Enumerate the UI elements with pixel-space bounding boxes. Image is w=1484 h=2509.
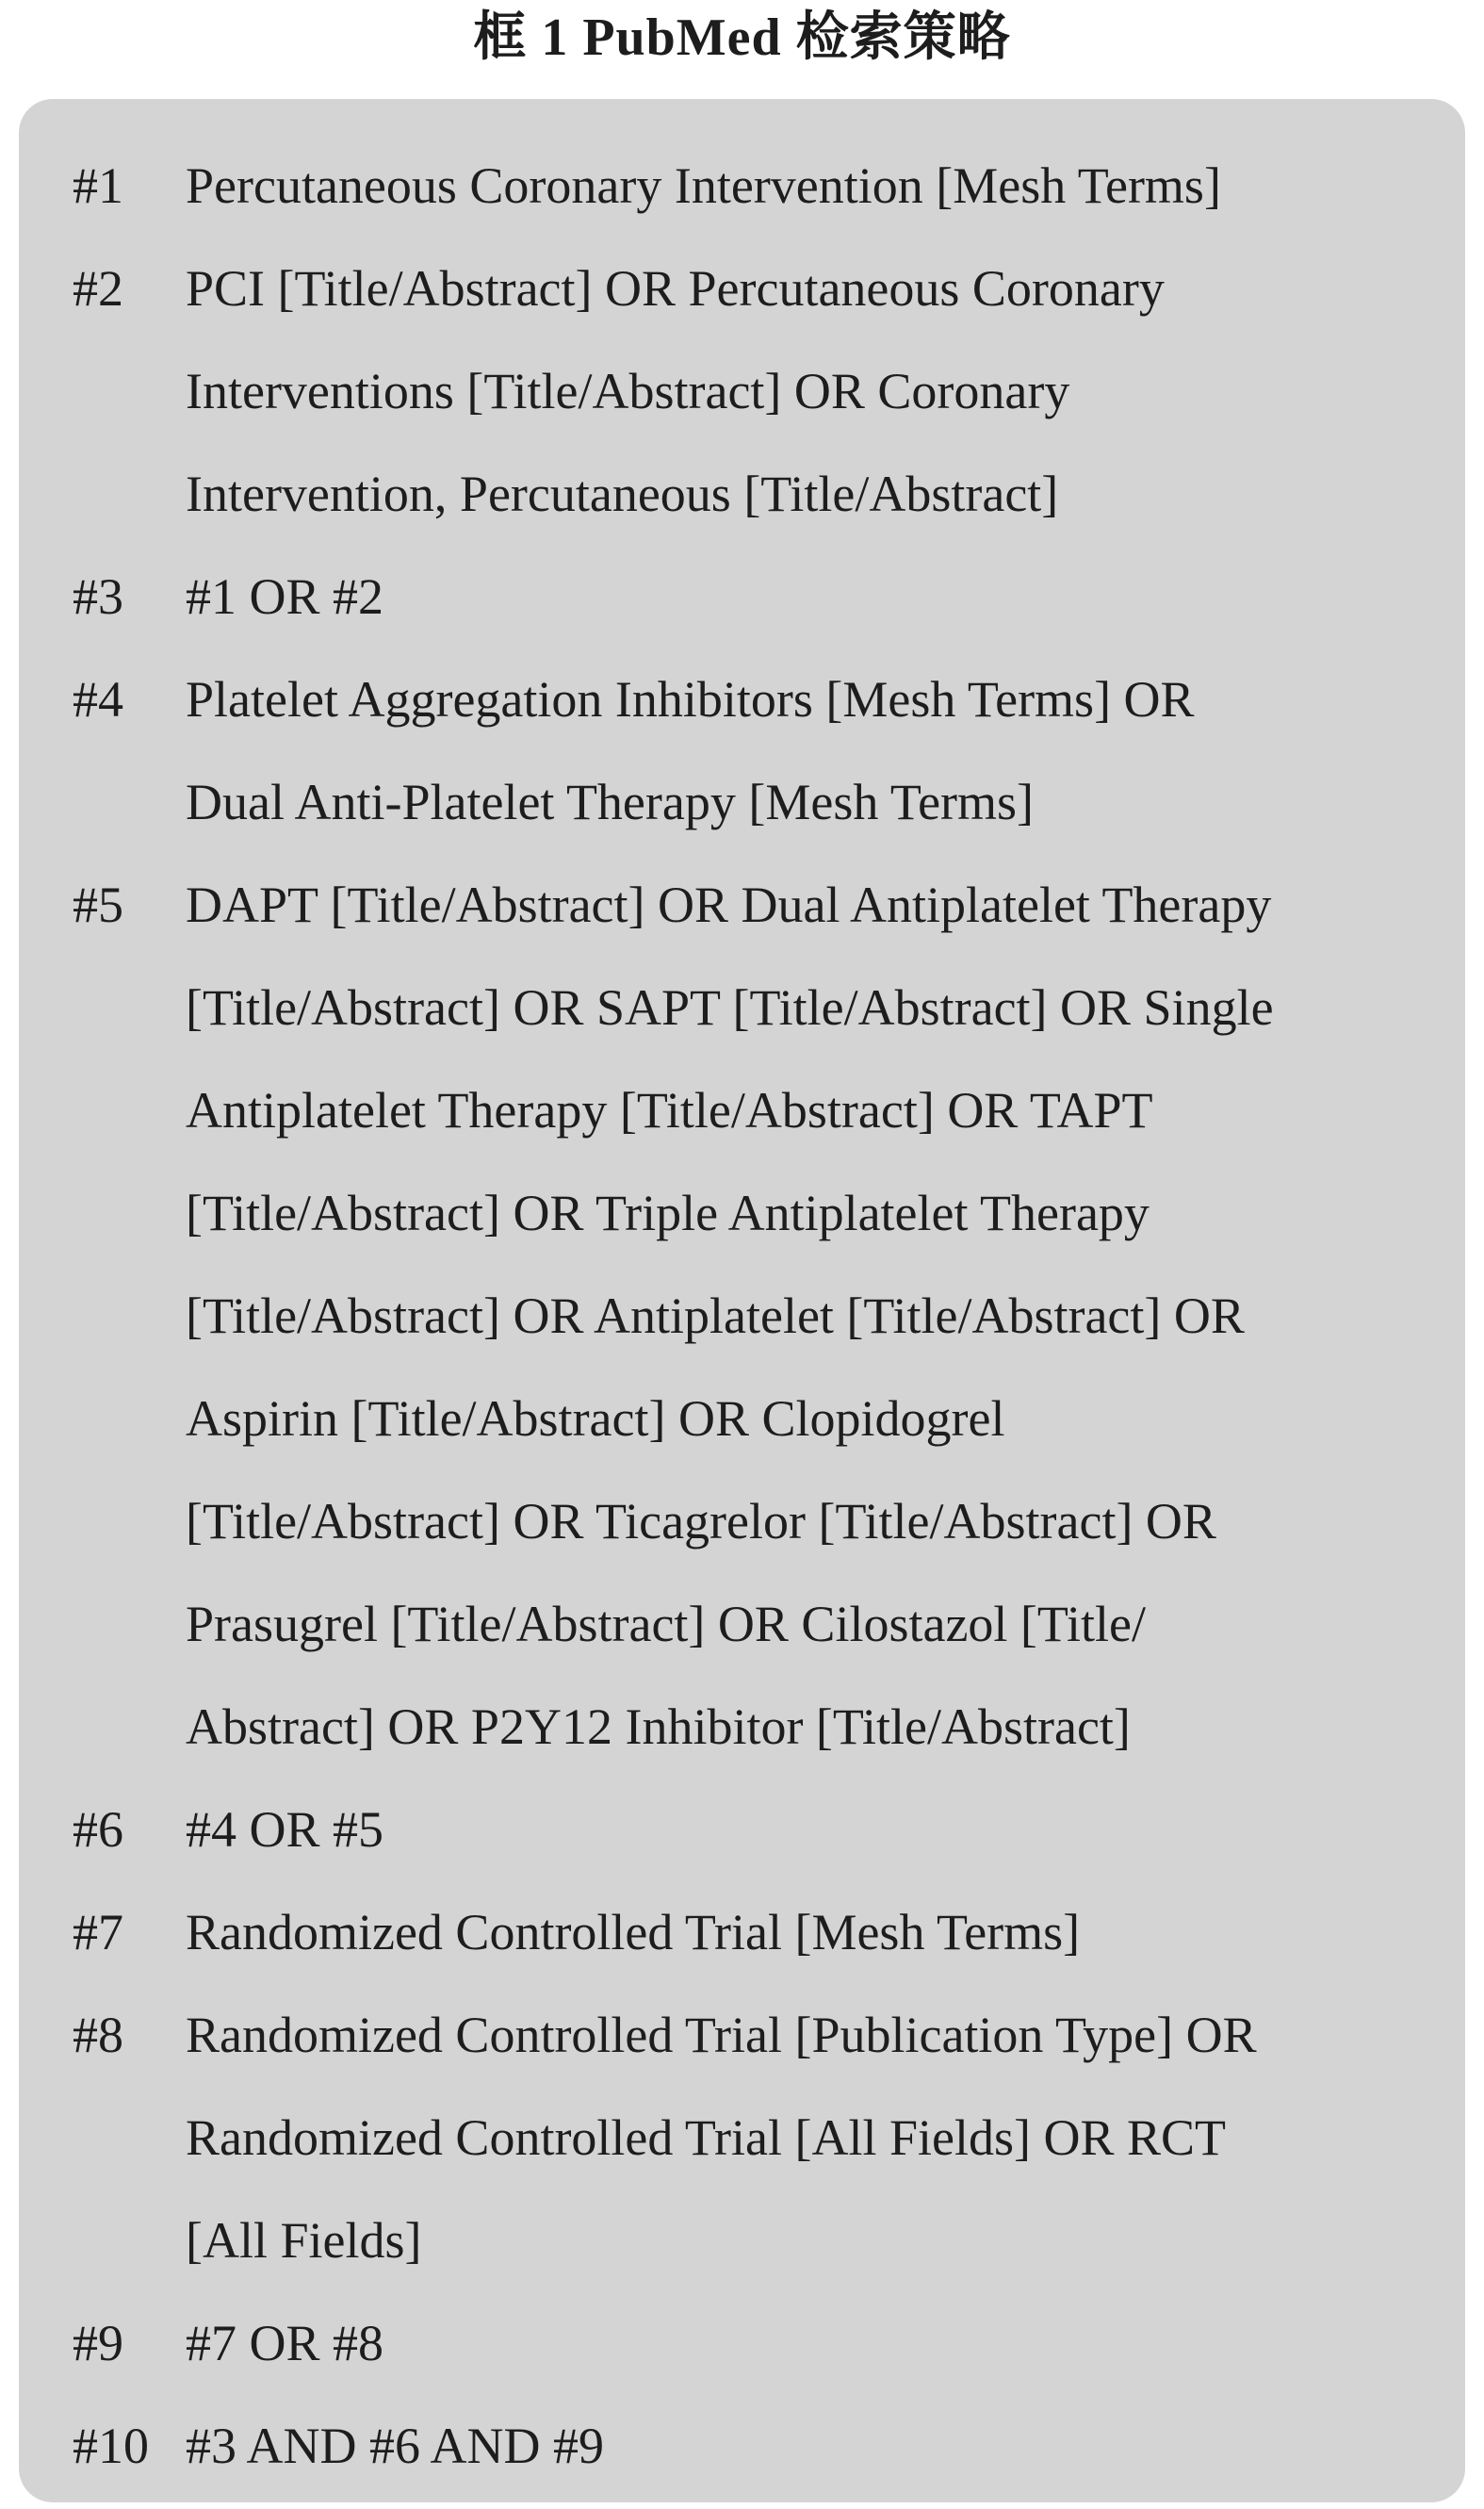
step-query-line: #7 OR #8 [186, 2315, 384, 2371]
step-query-line: Prasugrel [Title/Abstract] OR Cilostazol [Title/ [186, 1596, 1146, 1652]
step-query [186, 1881, 1427, 1984]
step-query-line: Abstract] OR P2Y12 Inhibitor [Title/Abstract] [186, 1698, 1131, 1755]
search-step [73, 854, 1427, 1779]
step-query-line: Percutaneous Coronary Intervention [Mesh Terms] [186, 157, 1221, 214]
step-query [186, 238, 1427, 546]
step-query-line: DAPT [Title/Abstract] OR Dual Antiplatelet Therapy [186, 877, 1272, 933]
search-step [73, 546, 1427, 648]
step-query-line: #1 OR #2 [186, 568, 384, 625]
step-query-line: [Title/Abstract] OR Triple Antiplatelet Therapy [186, 1185, 1150, 1241]
step-query-line: Platelet Aggregation Inhibitors [Mesh Terms] OR [186, 671, 1195, 728]
step-number: #7 [73, 1904, 123, 1960]
step-query [186, 1779, 1427, 1881]
step-query-line: [Title/Abstract] OR Antiplatelet [Title/Abstract] OR [186, 1287, 1245, 1344]
search-step [73, 238, 1427, 546]
step-query-line: Dual Anti-Platelet Therapy [Mesh Terms] [186, 774, 1035, 830]
step-query [186, 648, 1427, 854]
step-query-line: Randomized Controlled Trial [Mesh Terms] [186, 1904, 1081, 1960]
step-number: #8 [73, 2007, 123, 2063]
step-number: #6 [73, 1801, 123, 1858]
step-query-line: Aspirin [Title/Abstract] OR Clopidogrel [186, 1390, 1005, 1447]
step-number: #1 [73, 157, 123, 214]
step-query [186, 1984, 1427, 2292]
step-query-line: PCI [Title/Abstract] OR Percutaneous Coronary [186, 260, 1165, 317]
search-step [73, 1881, 1427, 1984]
step-query-line: [Title/Abstract] OR SAPT [Title/Abstract] OR Single [186, 979, 1274, 1036]
step-query-line: [Title/Abstract] OR Ticagrelor [Title/Abstract] OR [186, 1493, 1216, 1550]
step-query-line: Antiplatelet Therapy [Title/Abstract] OR TAPT [186, 1082, 1153, 1139]
step-number: #2 [73, 260, 123, 317]
search-strategy-panel [19, 99, 1465, 2502]
step-number: #5 [73, 877, 123, 933]
search-step-list [73, 135, 1427, 2498]
step-query-line: Randomized Controlled Trial [All Fields] OR RCT [186, 2109, 1226, 2166]
step-query [186, 2292, 1427, 2395]
step-query-line: #4 OR #5 [186, 1801, 384, 1858]
step-number: #3 [73, 568, 123, 625]
search-step [73, 1984, 1427, 2292]
step-query-line: Intervention, Percutaneous [Title/Abstract] [186, 466, 1059, 522]
step-number: #9 [73, 2315, 123, 2371]
step-number: #10 [73, 2418, 149, 2474]
step-query [186, 546, 1427, 648]
step-query-line: #3 AND #6 AND #9 [186, 2418, 605, 2474]
box-title: 框 1 PubMed 检索策略 [473, 8, 1011, 67]
search-step [73, 2395, 1427, 2498]
search-step [73, 648, 1427, 854]
step-query-line: Randomized Controlled Trial [Publication Type] OR [186, 2007, 1257, 2063]
search-step [73, 2292, 1427, 2395]
step-number: #4 [73, 671, 123, 728]
step-query [186, 135, 1427, 238]
search-step [73, 135, 1427, 238]
step-query-line: Interventions [Title/Abstract] OR Coronary [186, 363, 1070, 419]
step-query [186, 854, 1427, 1779]
step-query [186, 2395, 1427, 2498]
search-step [73, 1779, 1427, 1881]
step-query-line: [All Fields] [186, 2212, 422, 2269]
